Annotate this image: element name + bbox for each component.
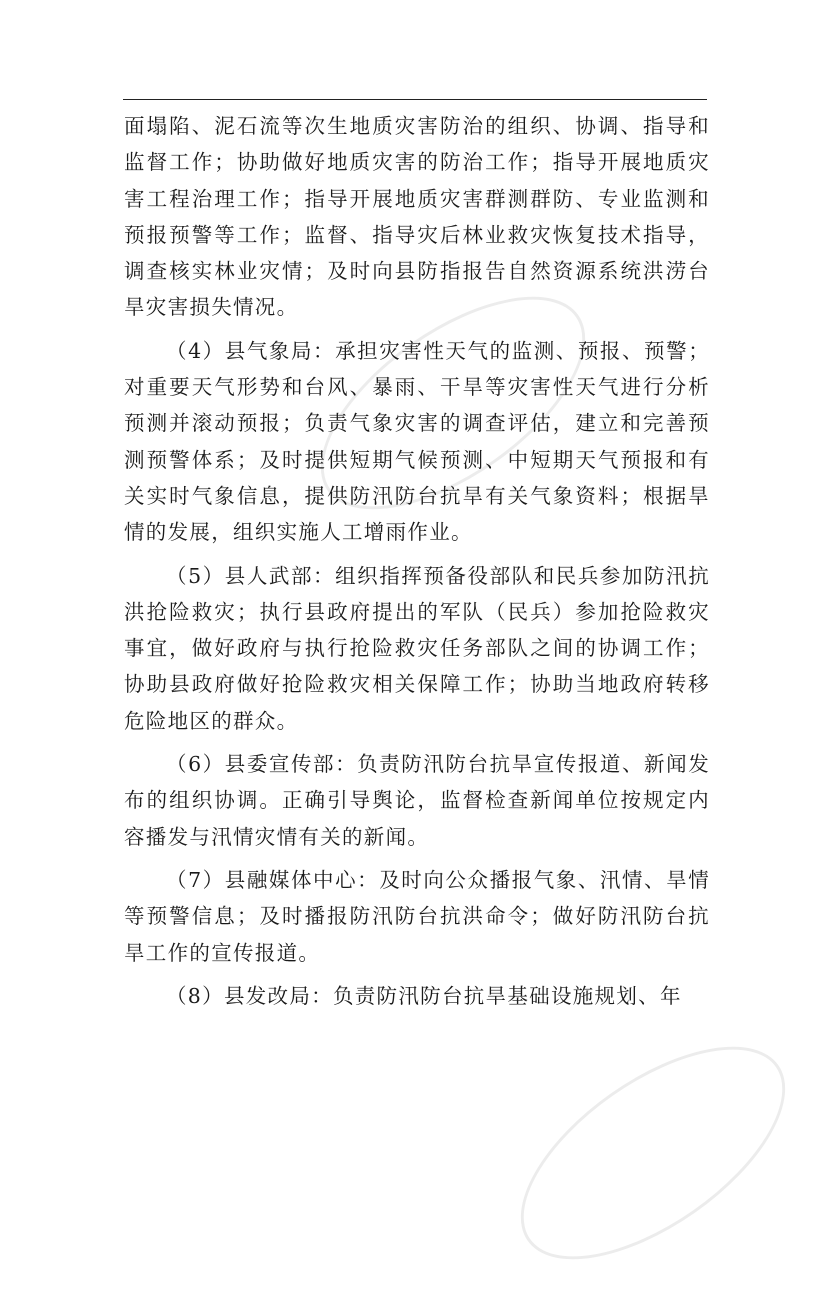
paragraph: （5）县人武部：组织指挥预备役部队和民兵参加防汛抗洪抢险救灾；执行县政府提出的军队（民兵）参加抢险救灾事宜，做好政府与执行抢险救灾任务部队之间的协调工作；协助县政府做好抢险救灾相关保障工作；协助当地政府转移危险地区的群众。 [124,563,710,733]
document-body [124,108,710,1021]
paragraph: （7）县融媒体中心：及时向公众播报气象、汛情、旱情等预警信息；及时播报防汛防台抗洪命令；做好防汛防台抗旱工作的宣传报道。 [124,867,710,965]
paragraph: （8）县发改局：负责防汛防台抗旱基础设施规划、年 [166,983,682,1008]
watermark [486,1005,820,1300]
paragraph: 面塌陷、泥石流等次生地质灾害防治的组织、协调、指导和监督工作；协助做好地质灾害的防治工作；指导开展地质灾害工程治理工作；指导开展地质灾害群测群防、专业监测和预报预警等工作；监督、指导灾后林业救灾恢复技术指导，调查核实林业灾情；及时向县防指报告自然资源系统洪涝台旱灾害损失情况。 [124,114,710,320]
paragraph: （6）县委宣传部：负责防汛防台抗旱宣传报道、新闻发布的组织协调。正确引导舆论，监督检查新闻单位按规定内容播发与汛情灾情有关的新闻。 [124,752,710,849]
paragraph: （4）县气象局：承担灾害性天气的监测、预报、预警；对重要天气形势和台风、暴雨、干旱等灾害性天气进行分析预测并滚动预报；负责气象灾害的调查评估，建立和完善预测预警体系；及时提供短期气候预测、中短期天气预报和有关实时气象信息，提供防汛防台抗旱有关气象资料；根据旱情的发展，组织实施人工增雨作业。 [124,338,710,545]
header-rule [123,99,707,100]
